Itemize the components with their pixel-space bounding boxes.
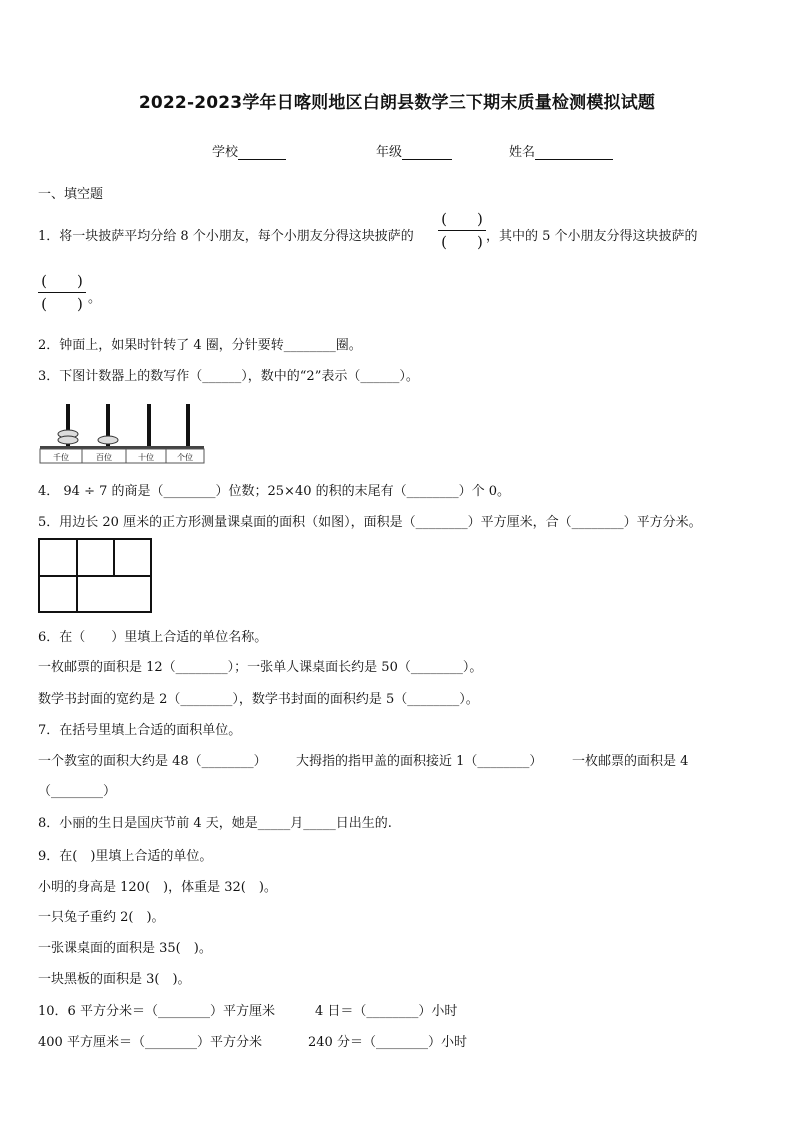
question-1-text-b: ，其中的 5 个小朋友分得这块披萨的 [486,229,698,244]
desk-grid-figure [38,538,153,614]
abacus-figure [38,400,206,464]
name-blank[interactable] [535,145,613,160]
abacus-label-thousands: 千位 [53,453,69,462]
question-7: 7．在括号里填上合适的面积单位。 [38,723,242,738]
question-9: 9．在( )里填上合适的单位。 [38,849,213,864]
fraction-blank-2[interactable] [38,272,86,312]
fraction-blank-1[interactable] [438,210,486,250]
abacus-label-tens: 十位 [138,453,154,462]
question-3: 3．下图计数器上的数写作（______），数中的“2”表示（______）。 [38,369,419,384]
school-label: 学校 [212,145,239,160]
question-6-line-1: 一枚邮票的面积是 12（________）；一张单人课桌面长约是 50（________）。 [38,660,483,675]
abacus-label-ones: 个位 [177,453,193,462]
section-heading: 一、填空题 [38,187,104,202]
question-7-part-1: 一个教室的面积大约是 48（________） [38,754,267,769]
question-9-line-3: 一张课桌面的面积是 35( )。 [38,941,212,956]
question-9-line-4: 一块黑板的面积是 3( )。 [38,972,191,987]
question-10-part-1: 10．6 平方分米＝（________）平方厘米 [38,1004,275,1019]
question-8: 8．小丽的生日是国庆节前 4 天，她是_____月_____日出生的. [38,816,392,831]
question-5: 5．用边长 20 厘米的正方形测量课桌面的面积（如图），面积是（________）平方厘米，合（________）平方分米。 [38,515,702,530]
question-7-part-3: 一枚邮票的面积是 4 [572,754,689,769]
question-6-line-2: 数学书封面的宽约是 2（________），数学书封面的面积约是 5（________）。 [38,692,479,707]
grade-field [376,141,452,160]
question-7-line-2: （________） [38,784,117,799]
denominator-blank: ( ) [441,233,483,251]
question-10-part-4: 240 分＝（________）小时 [308,1035,467,1050]
question-9-line-1: 小明的身高是 120( )，体重是 32( )。 [38,880,277,895]
name-label: 姓名 [509,145,536,160]
question-1-end: 。 [88,291,102,306]
question-9-line-2: 一只兔子重约 2( )。 [38,910,165,925]
question-1-text-a: 1．将一块披萨平均分给 8 个小朋友，每个小朋友分得这块披萨的 [38,229,414,244]
grade-blank[interactable] [402,145,452,160]
question-10-part-2: 4 日＝（________）小时 [315,1004,458,1019]
school-blank[interactable] [238,145,286,160]
grade-label: 年级 [376,145,403,160]
question-10-part-3: 400 平方厘米＝（________）平方分米 [38,1035,262,1050]
numerator-blank: ( ) [441,210,483,228]
question-2: 2．钟面上，如果时针转了 4 圈，分针要转________圈。 [38,338,362,353]
numerator-blank: ( ) [41,272,83,290]
denominator-blank: ( ) [41,295,83,313]
question-7-part-2: 大拇指的指甲盖的面积接近 1（________） [296,754,543,769]
name-field [509,141,613,160]
abacus-label-hundreds: 百位 [96,453,112,462]
school-field [212,141,286,160]
question-4: 4． 94 ÷ 7 的商是（________）位数；25×40 的积的末尾有（________）个 0。 [38,484,511,499]
question-6: 6．在（ ）里填上合适的单位名称。 [38,630,268,645]
page-title: 2022-2023学年日喀则地区白朗县数学三下期末质量检测模拟试题 [138,93,656,113]
